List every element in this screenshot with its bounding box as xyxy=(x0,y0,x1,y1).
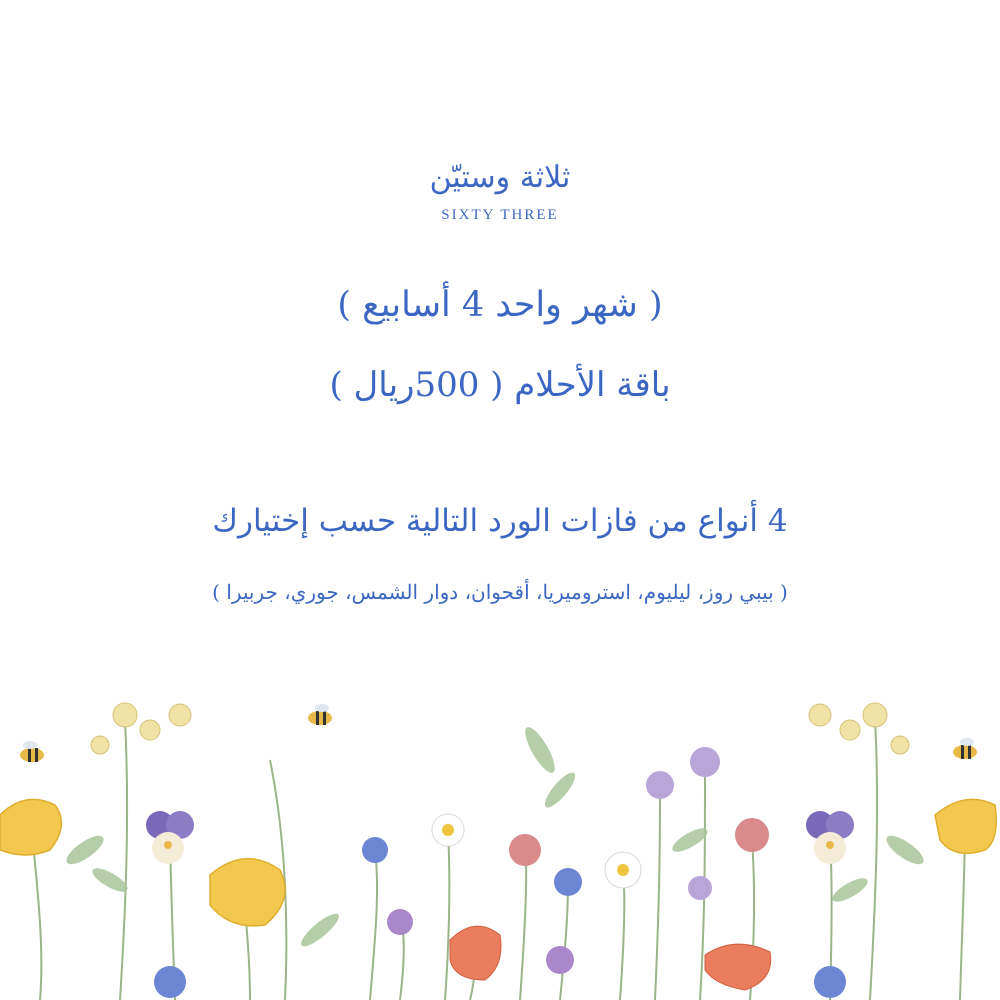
brand-logo-english: SIXTY THREE xyxy=(441,207,559,223)
violas xyxy=(646,747,720,900)
leaves xyxy=(62,723,927,950)
wildflower-illustration xyxy=(0,690,1000,1000)
brand-logo-arabic: ثلاثة وستيّن xyxy=(429,160,571,195)
flower-types-list: ( بيبي روز، ليليوم، استروميريا، أقحوان، دوار الشمس، جوري، جربيرا ) xyxy=(212,580,788,604)
buttercups xyxy=(91,703,909,754)
offer-duration: ( شهر واحد 4 أسابيع ) xyxy=(337,285,663,325)
offer-description: 4 أنواع من فازات الورد التالية حسب إختيارك xyxy=(212,503,788,539)
bees xyxy=(20,704,977,762)
clovers xyxy=(509,818,769,866)
red-poppies xyxy=(450,926,771,990)
offer-package: باقة الأحلام ( 500ريال ) xyxy=(329,365,671,405)
